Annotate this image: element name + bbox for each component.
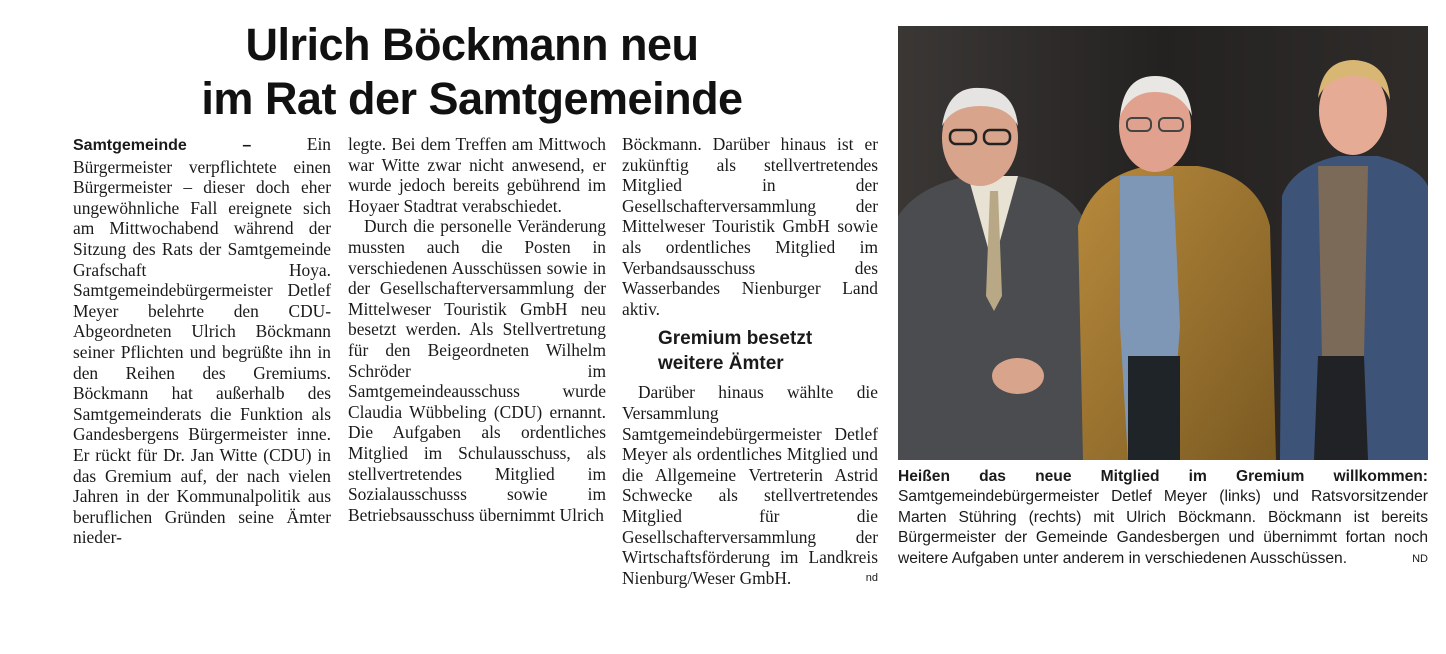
column-2-paragraph-2: Durch die personelle Veränderung mussten auch die Posten in verschiedenen Ausschüssen sowie in der Gesellschafterversammlung der Mittelweser Touristik GmbH neu besetzt werden. Als Stellvertretung für den Beigeordneten Wilhelm Schröder im Samtgemeindeausschuss wurde Claudia Wübbeling (CDU) ernannt. Die Aufgaben als ordentliches Mitglied im Schulausschuss, als stellvertretendes Mitglied im Sozialausschusss sowie im Betriebsausschuss übernimmt Ulrich: [348, 216, 606, 525]
caption-lead: Heißen das neue Mitglied im Gremium willkommen:: [898, 468, 1428, 485]
caption-text: Samtgemeindebürgermeister Detlef Meyer (links) und Ratsvorsitzender Marten Stühring (rechts) mit Ulrich Böckmann. Böckmann ist bereits Bürgermeister der Gemeinde Gandesbergen und übernimmt fortan noch weitere Aufgaben unter anderem in verschiedenen Ausschüssen.: [898, 488, 1428, 567]
subheading-line-2: weitere Ämter: [658, 353, 784, 375]
article-column-1: [73, 134, 331, 548]
photo-caption: [898, 467, 1428, 569]
column-2-paragraph-1: legte. Bei dem Treffen am Mittwoch war Witte zwar nicht anwesend, er wurde jedoch bereits gebührend im Hoyaer Stadtrat verabschiedet.: [348, 134, 606, 216]
subheading: [658, 326, 878, 376]
article-photo: [898, 26, 1428, 460]
dateline: Samtgemeinde –: [73, 137, 252, 154]
article-column-2: [348, 134, 606, 525]
column-3-paragraph-1: Böckmann. Darüber hinaus ist er zukünftig als stellvertretendes Mitglied in der Gesellschafterversammlung der Mittelweser Touristik GmbH sowie als ordentliches Mitglied im Verbandsausschuss des Wasserbandes Nienburger Land aktiv.: [622, 134, 878, 319]
author-signature: nd: [865, 571, 878, 584]
subheading-line-1: Gremium besetzt: [658, 328, 813, 350]
photo-signature: ND: [1412, 552, 1428, 565]
column-1-text: Ein Bürgermeister verpflichtete einen Bürgermeister – dieser doch eher ungewöhnliche Fall ereignete sich am Mittwochabend während der Sitzung des Rats der Samtgemeinde Grafschaft Hoya. Samtgemeindebürgermeister Detlef Meyer belehrte den CDU-Abgeordneten Ulrich Böckmann seiner Pflichten und begrüßte ihn in den Reihen des Gremiums. Böckmann hat außerhalb des Samtgemeinderats die Funktion als Gandesbergens Bürgermeister inne. Er rückt für Dr. Jan Witte (CDU) in das Gremium auf, der nach vielen Jahren in der Kommunalpolitik aus beruflichen Gründen seine Ämter nieder-: [73, 134, 331, 548]
headline: [72, 18, 872, 126]
article-column-3: [622, 134, 878, 588]
headline-line-1: Ulrich Böckmann neu: [245, 19, 699, 70]
column-3-paragraph-2: Darüber hinaus wählte die Versammlung Samtgemeindebürgermeister Detlef Meyer als ordentliches Mitglied und die Allgemeine Vertreterin Astrid Schwecke als stellvertretendes Mitglied für die Gesellschafterversammlung der Wirtschaftsförderung im Landkreis Nienburg/Weser GmbH.: [622, 382, 878, 588]
photo-illustration: [898, 26, 1428, 460]
headline-line-2: im Rat der Samtgemeinde: [201, 73, 743, 124]
